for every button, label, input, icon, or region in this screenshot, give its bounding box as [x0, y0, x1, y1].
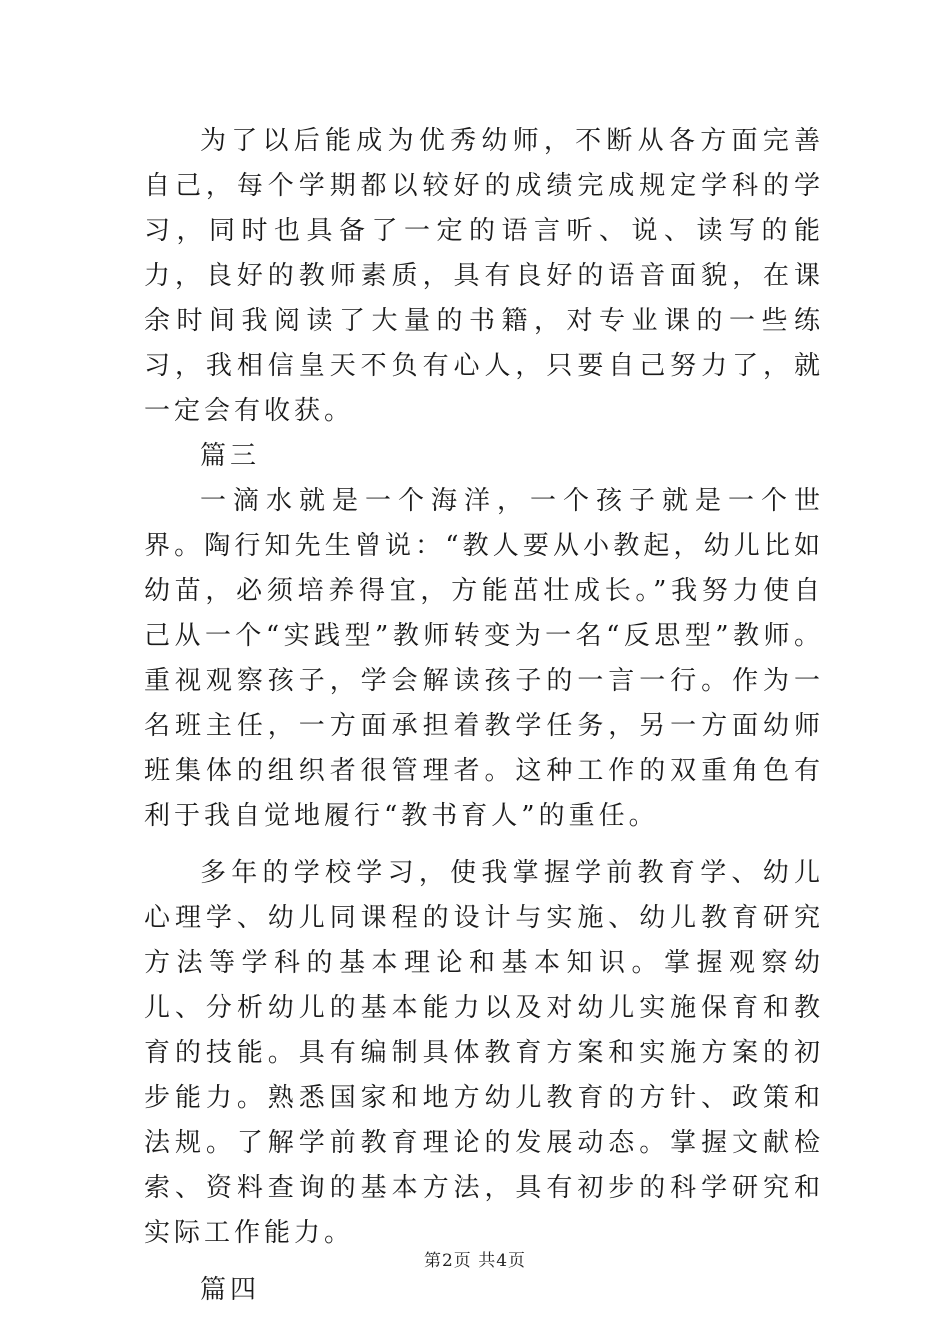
paragraph-3: 多年的学校学习，使我掌握学前教育学、幼儿心理学、幼儿同课程的设计与实施、幼儿教育研究方法等学科的基本理论和基本知识。掌握观察幼儿、分析幼儿的基本能力以及对幼儿实施保育和教育的技能。具有编制具体教育方案和实施方案的初步能力。熟悉国家和地方幼儿教育的方针、政策和法规。了解学前教育理论的发展动态。掌握文献检索、资料查询的基本方法，具有初步的科学研究和实际工作能力。 — [144, 858, 824, 1248]
paragraph-1: 为了以后能成为优秀幼师，不断从各方面完善自己，每个学期都以较好的成绩完成规定学科的学习，同时也具备了一定的语言听、说、读写的能力，良好的教师素质，具有良好的语音面貌，在课余时间我阅读了大量的书籍，对专业课的一些练习，我相信皇天不负有心人，只要自己努力了，就一定会有收获。 — [144, 126, 824, 426]
paragraph-2: 一滴水就是一个海洋，一个孩子就是一个世界。陶行知先生曾说：“教人要从小教起，幼儿比如幼苗，必须培养得宜，方能茁壮成长。”我努力使自己从一个“实践型”教师转变为一名“反思型”教师。重视观察孩子，学会解读孩子的一言一行。作为一名班主任，一方面承担着教学任务，另一方面幼师班集体的组织者很管理者。这种工作的双重角色有利于我自觉地履行“教书育人”的重任。 — [144, 486, 824, 831]
document-body — [144, 119, 824, 1313]
page-number-footer: 第2页 共4页 — [423, 1251, 527, 1271]
section-heading-3: 篇三 — [200, 441, 261, 471]
section-heading-4: 篇四 — [200, 1275, 261, 1305]
